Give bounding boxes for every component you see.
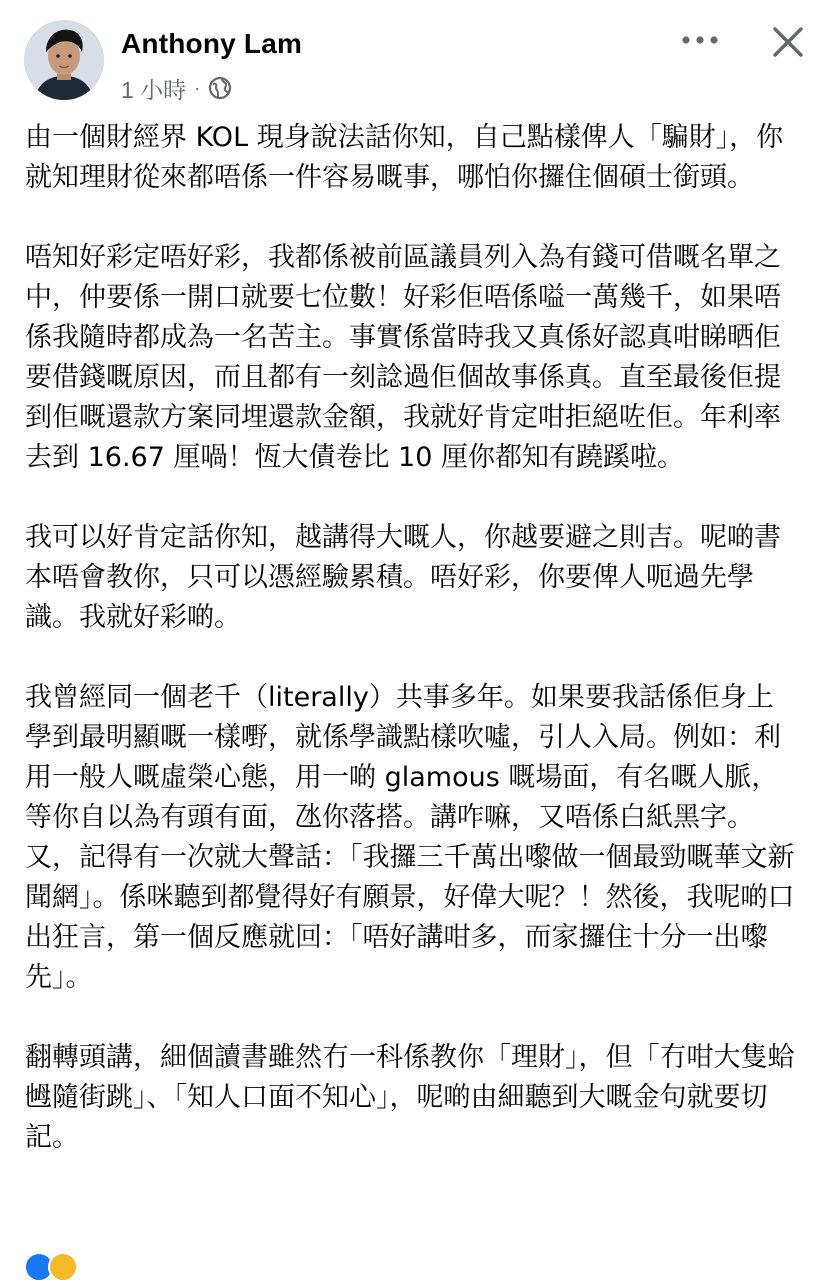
post-paragraph: 唔知好彩定唔好彩，我都係被前區議員列入為有錢可借嘅名單之中，仲要係一開口就要七位數！好彩佢唔係嗌一萬幾千，如果唔係我隨時都成為一名苦主。事實係當時我又真係好認真咁睇晒佢要借錢嘅原因，而且都有一刻諗過佢個故事係真。直至最後佢提到佢嘅還款方案同埋還款金額，我就好肯定咁拒絕咗佢。年利率去到 16.67 厘喎！恆大債卷比 10 厘你都知有蹺蹊啦。: [25, 242, 781, 473]
avatar[interactable]: [24, 20, 104, 100]
post-paragraph: 由一個財經界 KOL 現身說法話你知，自己點樣俾人「騙財」，你就知理財從來都唔係一件容易嘅事，哪怕你攞住個碩士銜頭。: [25, 122, 784, 193]
post-paragraph: 翻轉頭講，細個讀書雖然冇一科係教你「理財」，但「冇咁大隻蛤乸隨街跳」、「知人口面不知心」，呢啲由細聽到大嘅金句就要切記。: [25, 1042, 795, 1153]
more-options-button[interactable]: [672, 24, 728, 56]
more-dots-icon: [680, 35, 720, 45]
close-icon: [771, 25, 805, 59]
meta-separator: ·: [194, 77, 201, 98]
close-button[interactable]: [766, 20, 810, 64]
post-paragraph: 我曾經同一個老千（literally）共事多年。如果要我話係佢身上學到最明顯嘅一樣嘢，就係學識點樣吹噓，引人入局。例如：利用一般人嘅虛榮心態，用一啲 glamous 嘅場面，有名嘅人脈，等你自以為有頭有面，氹你落搭。講咋嘛，又唔係白紙黑字。又，記得有一次就大聲話：「我攞三千萬出嚟做一個最勁嘅華文新聞網」。係咪聽到都覺得好有願景，好偉大呢？！然後，我呢啲口出狂言，第一個反應就回：「唔好講咁多，而家攞住十分一出嚟先」。: [25, 682, 795, 993]
globe-icon[interactable]: [208, 76, 232, 100]
haha-reaction-icon: [48, 1252, 78, 1282]
avatar-photo: [24, 20, 104, 100]
post-body: [25, 118, 800, 1198]
author-name[interactable]: Anthony Lam: [121, 28, 303, 59]
post-header: [0, 0, 828, 110]
post-paragraph: 我可以好肯定話你知，越講得大嘅人，你越要避之則吉。呢啲書本唔會教你，只可以憑經驗累積。唔好彩，你要俾人呃過先學識。我就好彩啲。: [25, 522, 781, 633]
post-timestamp[interactable]: 1 小時: [121, 76, 187, 103]
post-meta: [121, 72, 232, 104]
